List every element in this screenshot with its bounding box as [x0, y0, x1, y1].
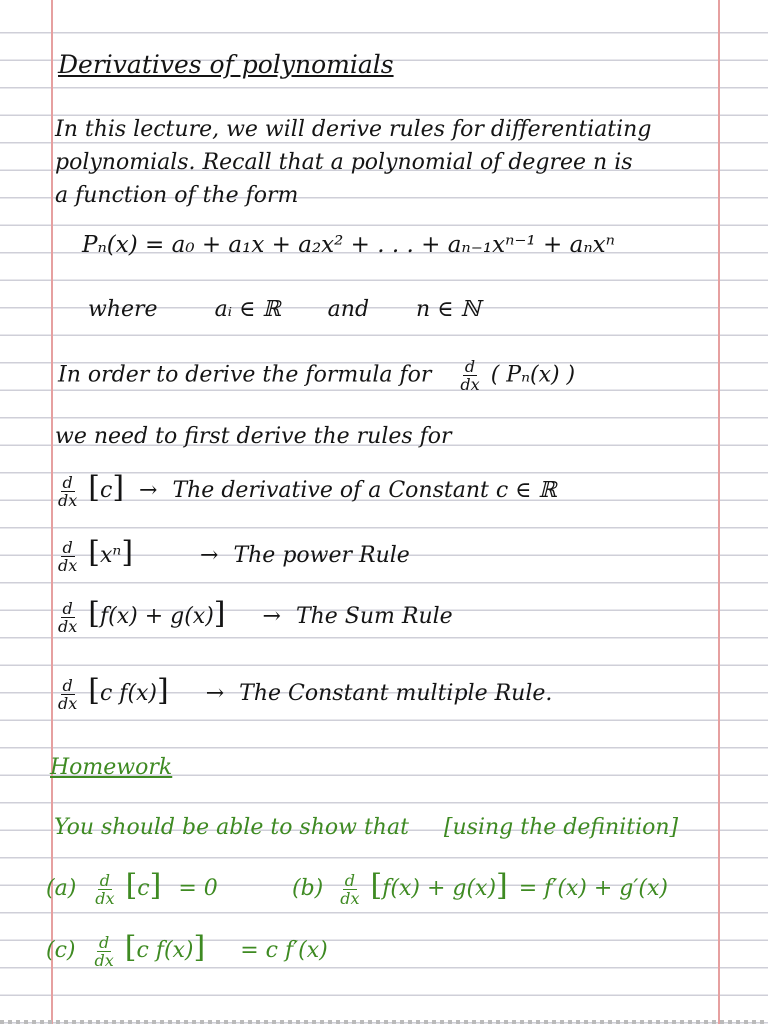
- and-word: and: [327, 297, 370, 322]
- polynomial-formula: Pₙ(x) = a₀ + a₁x + a₂x² + . . . + aₙ₋₁xⁿ⁻¹ + aₙxⁿ: [82, 232, 615, 258]
- rule-argument: c f(x): [99, 681, 158, 706]
- degree-condition: n ∈ ℕ: [416, 297, 481, 322]
- exercise-c: (c) $\frac{d}{dx}$ [c f(x)] = c f′(x): [46, 930, 328, 970]
- derivative-operator: $\frac{d}{dx}$: [58, 537, 78, 575]
- rule-row-constant: $\frac{d}{dx}$ [c] → The derivative of a Constant c ∈ ℝ: [58, 470, 557, 510]
- need-text: we need to first derive the rules for: [55, 424, 452, 449]
- exercise-b-result: = f′(x) + g′(x): [518, 876, 668, 901]
- order-row: [58, 358, 575, 393]
- derivative-operator: $\frac{d}{dx}$: [340, 870, 360, 908]
- rule-argument: c: [99, 478, 113, 503]
- arrow-icon: →: [200, 543, 219, 568]
- homework-line: [54, 815, 678, 840]
- margin-rule-right: [718, 0, 720, 1024]
- intro-line-1: In this lecture, we will derive rules for differentiating: [55, 117, 652, 142]
- rule-row-constant-multiple: $\frac{d}{dx}$ [c f(x)] → The Constant multiple Rule.: [58, 673, 553, 713]
- homework-note: [using the definition]: [443, 815, 679, 840]
- exercise-c-argument: c f(x): [136, 938, 194, 963]
- page-title: Derivatives of polynomials: [58, 50, 394, 79]
- rule-row-power: $\frac{d}{dx}$ [xⁿ] → The power Rule: [58, 535, 410, 575]
- rule-label: The derivative of a Constant c ∈ ℝ: [172, 478, 557, 503]
- homework-heading: Homework: [50, 755, 173, 780]
- homework-instruction: You should be able to show that: [54, 815, 409, 840]
- coefficient-condition: aᵢ ∈ ℝ: [214, 297, 281, 322]
- derivative-operator: $\frac{d}{dx}$: [94, 932, 114, 970]
- intro-line-3: a function of the form: [55, 183, 299, 208]
- exercise-b-label: (b): [292, 876, 324, 901]
- where-word: where: [88, 297, 158, 322]
- exercise-a-result: = 0: [178, 876, 218, 901]
- derivative-operator: $\frac{d}{dx}$: [95, 870, 115, 908]
- derivative-operator: $\frac{d}{dx}$: [460, 357, 480, 394]
- rule-argument: xⁿ: [99, 543, 122, 568]
- derivative-operator: $\frac{d}{dx}$: [58, 598, 78, 636]
- rule-label: The Sum Rule: [295, 604, 453, 629]
- derivative-operator: $\frac{d}{dx}$: [58, 675, 78, 713]
- rule-label: The Constant multiple Rule.: [239, 681, 553, 706]
- intro-line-2: polynomials. Recall that a polynomial of degree n is: [55, 150, 633, 175]
- rule-row-sum: $\frac{d}{dx}$ [f(x) + g(x)] → The Sum Rule: [58, 596, 453, 636]
- arrow-icon: →: [139, 478, 158, 503]
- order-text: In order to derive the formula for: [58, 362, 432, 388]
- exercise-a-label: (a): [46, 876, 77, 901]
- rule-label: The power Rule: [233, 543, 410, 568]
- exercise-a: (a) $\frac{d}{dx}$ [c] = 0: [46, 868, 218, 908]
- derivative-operator: $\frac{d}{dx}$: [58, 472, 78, 510]
- exercise-b: (b) $\frac{d}{dx}$ [f(x) + g(x)] = f′(x) + g′(x): [292, 868, 668, 908]
- arrow-icon: →: [205, 681, 225, 706]
- exercise-c-result: = c f′(x): [240, 938, 328, 963]
- arrow-icon: →: [262, 604, 281, 629]
- rule-argument: f(x) + g(x): [99, 604, 214, 629]
- exercise-a-argument: c: [137, 876, 150, 901]
- exercise-b-argument: f(x) + g(x): [382, 876, 497, 901]
- where-row: [88, 297, 481, 322]
- order-expression: ( Pₙ(x) ): [490, 362, 576, 388]
- page-bottom-edge: [0, 1020, 768, 1024]
- exercise-c-label: (c): [46, 938, 76, 963]
